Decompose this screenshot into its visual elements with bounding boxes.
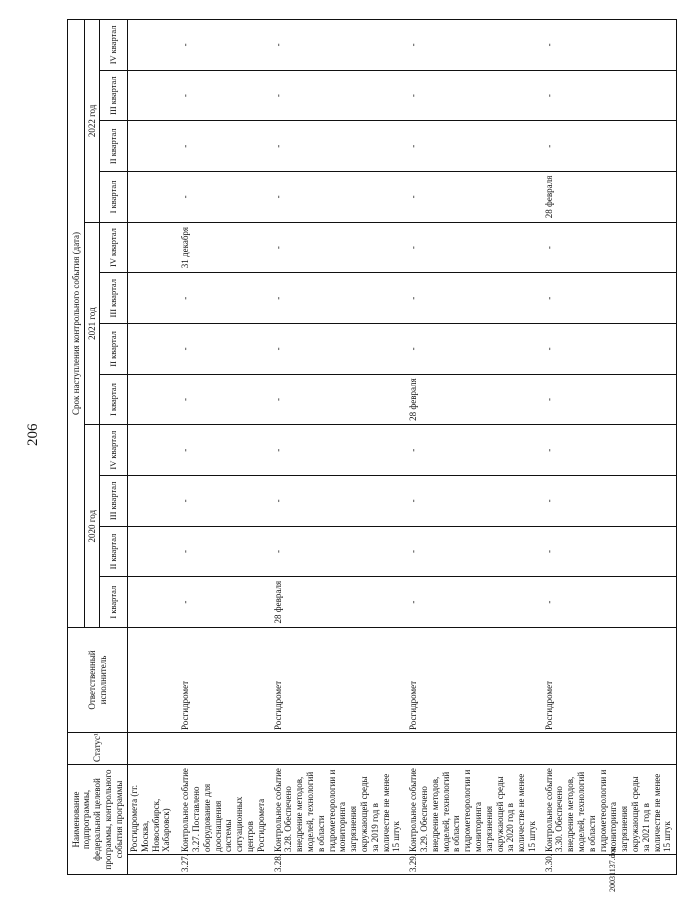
row-status: [541, 733, 677, 765]
quarter-date-cell: -: [177, 121, 269, 172]
quarter-date-cell: -: [177, 324, 269, 375]
quarter-date-cell: -: [270, 374, 406, 425]
row-title: Росгидромета (гг. Москва, Новосибирск, Хабаровск): [128, 765, 178, 855]
quarter-date-cell: -: [405, 273, 541, 324]
header-quarter: II квартал: [100, 526, 128, 577]
row-number: 3.30.: [541, 855, 677, 875]
table-row: [405, 20, 541, 875]
header-quarter: I квартал: [100, 577, 128, 628]
quarter-date-cell: -: [541, 273, 677, 324]
quarter-date-cell: -: [541, 121, 677, 172]
quarter-date-cell: -: [270, 70, 406, 121]
header-quarter: IV квартал: [100, 20, 128, 71]
quarter-date-cell: -: [177, 476, 269, 527]
footer-file-code: 20031137.doc: [608, 846, 617, 892]
row-executor: [128, 628, 178, 733]
row-number: 3.29.: [405, 855, 541, 875]
quarter-date-cell: -: [405, 70, 541, 121]
quarter-date-cell: -: [177, 425, 269, 476]
quarter-date-cell: 31 декабря: [177, 222, 269, 273]
header-quarter: III квартал: [100, 70, 128, 121]
quarter-date-cell: [128, 273, 178, 324]
quarter-date-cell: -: [177, 20, 269, 71]
quarter-date-cell: -: [177, 172, 269, 223]
row-title: Контрольное событие 3.27. Поставлено оборудование для дооснащения системы ситуационных центров Росгидромета: [177, 765, 269, 855]
header-name: Наименование подпрограммы, федеральной целевой программы, контрольного события программы: [68, 765, 128, 875]
quarter-date-cell: [128, 222, 178, 273]
table-row: [128, 20, 178, 875]
quarter-date-cell: -: [177, 526, 269, 577]
row-executor: Росгидромет: [541, 628, 677, 733]
quarter-date-cell: -: [270, 20, 406, 71]
quarter-date-cell: -: [270, 476, 406, 527]
quarter-date-cell: [128, 425, 178, 476]
quarter-date-cell: -: [270, 273, 406, 324]
quarter-date-cell: -: [270, 526, 406, 577]
quarter-date-cell: -: [541, 70, 677, 121]
quarter-date-cell: -: [405, 324, 541, 375]
row-executor: Росгидромет: [270, 628, 406, 733]
header-status: Статус¹: [68, 733, 128, 765]
quarter-date-cell: -: [177, 273, 269, 324]
quarter-date-cell: 28 февраля: [270, 577, 406, 628]
control-events-table: [67, 19, 677, 875]
quarter-date-cell: -: [541, 222, 677, 273]
quarter-date-cell: -: [405, 222, 541, 273]
quarter-date-cell: -: [270, 121, 406, 172]
table-row: [541, 20, 677, 875]
header-year-2020: 2020 год: [85, 425, 100, 628]
quarter-date-cell: [128, 70, 178, 121]
row-status: [177, 733, 269, 765]
quarter-date-cell: -: [270, 222, 406, 273]
header-quarter: IV квартал: [100, 222, 128, 273]
quarter-date-cell: -: [405, 121, 541, 172]
header-quarter: I квартал: [100, 374, 128, 425]
quarter-date-cell: [128, 172, 178, 223]
quarter-date-cell: -: [177, 577, 269, 628]
header-quarter: III квартал: [100, 273, 128, 324]
quarter-date-cell: -: [177, 70, 269, 121]
table-body: [128, 20, 677, 875]
quarter-date-cell: -: [405, 577, 541, 628]
table-row: [177, 20, 269, 875]
quarter-date-cell: -: [541, 526, 677, 577]
quarter-date-cell: -: [270, 324, 406, 375]
row-executor: Росгидромет: [177, 628, 269, 733]
header-quarter: IV квартал: [100, 425, 128, 476]
quarter-date-cell: -: [541, 577, 677, 628]
quarter-date-cell: [128, 324, 178, 375]
row-title: Контрольное событие 3.29. Обеспечено внедрение методов, моделей, технологий в области гидрометеорологии и мониторинга загрязнения окружающей среды за 2020 год в количестве не менее 15 штук: [405, 765, 541, 855]
quarter-date-cell: -: [405, 172, 541, 223]
quarter-date-cell: -: [270, 425, 406, 476]
quarter-date-cell: -: [541, 476, 677, 527]
table-row: [270, 20, 406, 875]
row-title: Контрольное событие 3.28. Обеспечено внедрение методов, моделей, технологий в области гидрометеорологии и мониторинга загрязнения окружающей среды за 2019 год в количестве не менее 15 штук: [270, 765, 406, 855]
quarter-date-cell: [128, 476, 178, 527]
quarter-date-cell: -: [405, 425, 541, 476]
header-year-2022: 2022 год: [85, 20, 100, 223]
quarter-date-cell: -: [405, 20, 541, 71]
quarter-date-cell: [128, 121, 178, 172]
header-deadline: Срок наступления контрольного события (дата): [68, 20, 85, 628]
quarter-date-cell: -: [177, 374, 269, 425]
row-number: 3.27.: [177, 855, 269, 875]
row-title: Контрольное событие 3.30. Обеспечено внедрение методов, моделей, технологий в области гидрометеорологии и мониторинга загрязнения окружающей среды за 2021 год в количестве не менее 15 штук: [541, 765, 677, 855]
page-number: 206: [25, 423, 41, 446]
row-number: 3.28.: [270, 855, 406, 875]
quarter-date-cell: [128, 374, 178, 425]
row-status: [405, 733, 541, 765]
quarter-date-cell: 28 февраля: [405, 374, 541, 425]
header-quarter: II квартал: [100, 121, 128, 172]
quarter-date-cell: -: [405, 476, 541, 527]
row-number: [128, 855, 178, 875]
quarter-date-cell: -: [541, 324, 677, 375]
quarter-date-cell: [128, 577, 178, 628]
quarter-date-cell: -: [541, 425, 677, 476]
quarter-date-cell: 28 февраля: [541, 172, 677, 223]
row-status: [270, 733, 406, 765]
row-status: [128, 733, 178, 765]
header-quarter: I квартал: [100, 172, 128, 223]
quarter-date-cell: -: [405, 526, 541, 577]
quarter-date-cell: [128, 526, 178, 577]
quarter-date-cell: -: [541, 20, 677, 71]
quarter-date-cell: -: [270, 172, 406, 223]
header-year-2021: 2021 год: [85, 222, 100, 425]
row-executor: Росгидромет: [405, 628, 541, 733]
header-executor: Ответственный исполнитель: [68, 628, 128, 733]
quarter-date-cell: -: [541, 374, 677, 425]
header-quarter: III квартал: [100, 476, 128, 527]
header-quarter: II квартал: [100, 324, 128, 375]
quarter-date-cell: [128, 20, 178, 71]
